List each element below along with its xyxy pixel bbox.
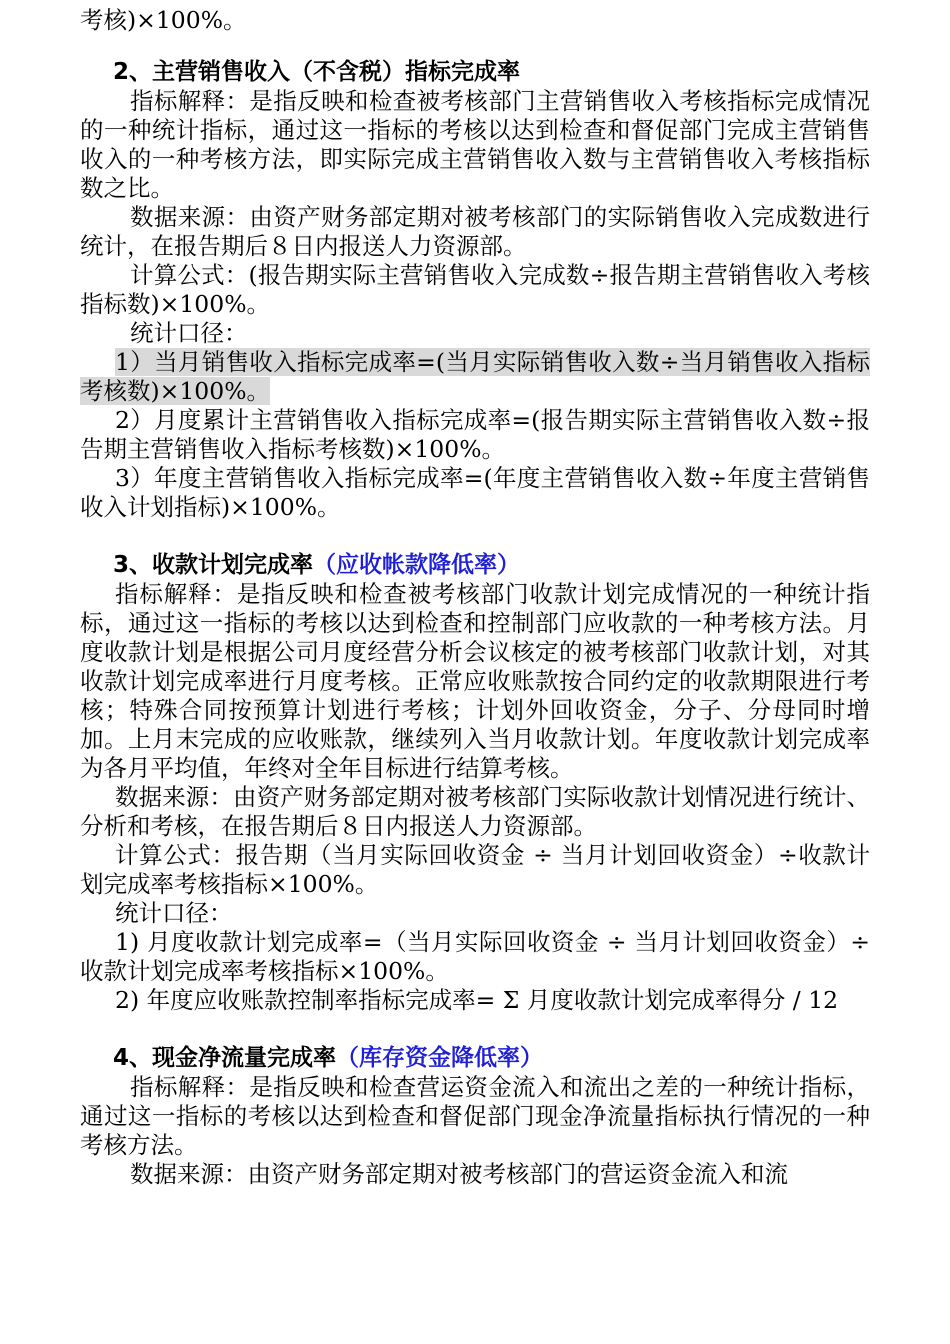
section-3-source: 数据来源：由资产财务部定期对被考核部门实际收款计划情况进行统计、分析和考核，在报告期后８日内报送人力资源部。 xyxy=(80,783,870,840)
section-3-item-1: 1) 月度收款计划完成率=（当月实际回收资金 ÷ 当月计划回收资金）÷ 收款计划完成率考核指标×100%。 xyxy=(80,928,870,985)
section-4-source: 数据来源：由资产财务部定期对被考核部门的营运资金流入和流 xyxy=(130,1160,788,1188)
section-2-heading xyxy=(80,57,870,87)
section-4-heading xyxy=(80,1043,870,1073)
highlighted-text: 1）当月销售收入指标完成率=(当月实际销售收入数÷当月销售收入指标考核数)×100%。 xyxy=(80,348,870,405)
section-3-title-note: （应收帐款降低率） xyxy=(313,552,521,578)
section-3-number: 3、 xyxy=(113,552,153,578)
section-2-item-2: 2）月度累计主营销售收入指标完成率=(报告期实际主营销售收入数÷报告期主营销售收入指标考核数)×100%。 xyxy=(80,406,870,463)
section-3-item-2: 2) 年度应收账款控制率指标完成率= Σ 月度收款计划完成率得分 / 12 xyxy=(115,986,839,1014)
section-2-item-1 xyxy=(80,348,870,406)
section-3-explanation: 指标解释：是指反映和检查被考核部门收款计划完成情况的一种统计指标，通过这一指标的考核以达到检查和控制部门应收款的一种考核方法。月度收款计划是根据公司月度经营分析会议核定的被考核部门收款计划，对其收款计划完成率进行月度考核。正常应收账款按合同约定的收款期限进行考核；特殊合同按预算计划进行考核；计划外回收资金，分子、分母同时增加。上月末完成的应收账款，继续列入当月收款计划。年度收款计划完成率为各月平均值，年终对全年目标进行结算考核。 xyxy=(80,580,870,782)
section-4-explanation: 指标解释：是指反映和检查营运资金流入和流出之差的一种统计指标，通过这一指标的考核以达到检查和督促部门现金净流量指标执行情况的一种考核方法。 xyxy=(80,1073,870,1159)
section-3-scope-label: 统计口径： xyxy=(115,899,233,927)
section-2-formula: 计算公式：(报告期实际主营销售收入完成数÷报告期主营销售收入考核指标数)×100%。 xyxy=(80,261,870,318)
section-4-number: 4、 xyxy=(113,1045,153,1071)
section-2-item-3: 3）年度主营销售收入指标完成率=(年度主营销售收入数÷年度主营销售收入计划指标)×100%。 xyxy=(80,464,870,521)
section-3-heading xyxy=(80,550,870,580)
section-4-title-note: （库存资金降低率） xyxy=(336,1045,544,1071)
section-2-scope-label: 统计口径： xyxy=(130,319,248,347)
section-2-number: 2、 xyxy=(113,59,153,85)
section-3-formula: 计算公式：报告期（当月实际回收资金 ÷ 当月计划回收资金）÷收款计划完成率考核指标×100%。 xyxy=(80,841,870,898)
intro-line: 考核)×100%。 xyxy=(80,6,247,34)
section-3-title: 收款计划完成率 xyxy=(152,552,314,578)
document-page xyxy=(80,6,870,1189)
section-2-explanation: 指标解释：是指反映和检查被考核部门主营销售收入考核指标完成情况的一种统计指标，通过这一指标的考核以达到检查和督促部门完成主营销售收入的一种考核方法，即实际完成主营销售收入数与主营销售收入考核指标数之比。 xyxy=(80,87,870,202)
section-2-title: 主营销售收入（不含税）指标完成率 xyxy=(152,59,521,85)
section-4-title: 现金净流量完成率 xyxy=(152,1045,337,1071)
section-2-source: 数据来源：由资产财务部定期对被考核部门的实际销售收入完成数进行统计，在报告期后８日内报送人力资源部。 xyxy=(80,203,870,260)
